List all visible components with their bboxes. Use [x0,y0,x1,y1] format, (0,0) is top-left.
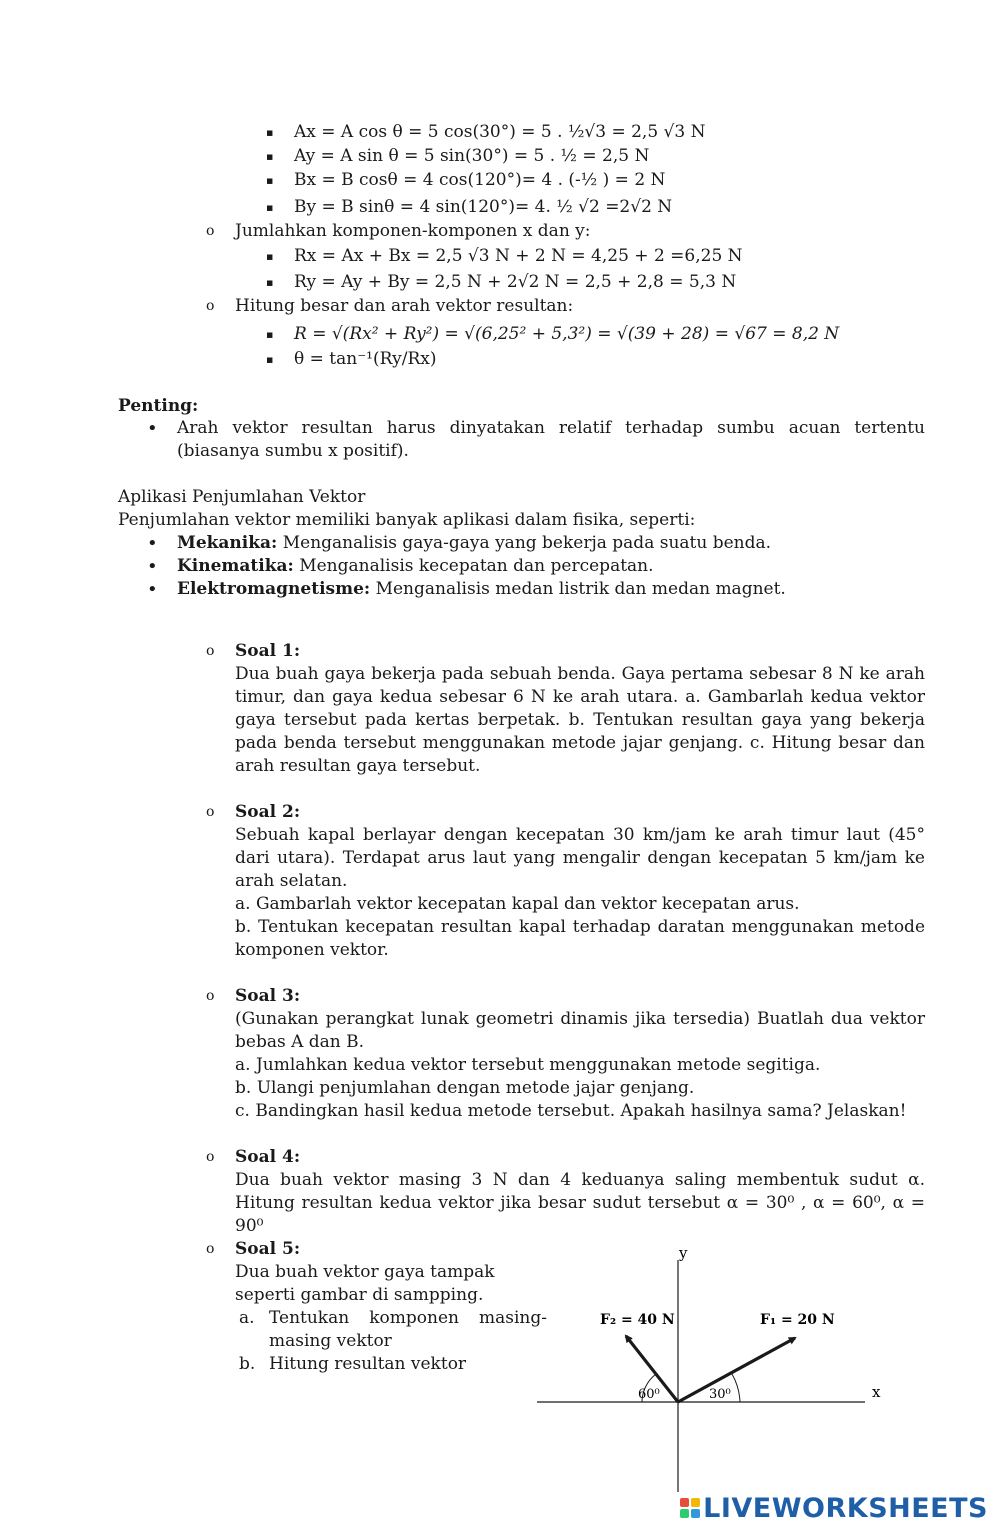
square-bullet: ▪ [266,276,274,289]
square-bullet: ▪ [266,353,274,366]
soal-5-item-b: Hitung resultan vektor [269,1354,467,1374]
watermark-text: LIVEWORKSHEETS [703,1492,988,1524]
soal-2-part-a: a. Gambarlah vektor kecepatan kapal dan vektor kecepatan arus. [235,894,800,914]
soal-1-title: Soal 1: [235,641,301,661]
soal-3-part-c: c. Bandingkan hasil kedua metode tersebut. Apakah hasilnya sama? Jelaskan! [235,1101,907,1121]
angle-label-f2: 60⁰ [638,1387,660,1402]
aplikasi-desc: Menganalisis medan listrik dan medan magnet. [370,579,786,599]
square-bullet: ▪ [266,328,274,341]
square-bullet: ▪ [266,174,274,187]
vector-f1-arrow [678,1338,795,1402]
square-bullet: ▪ [266,201,274,214]
soal-2-part-b: b. Tentukan kecepatan resultan kapal terhadap daratan menggunakan metode komponen vektor. [235,917,925,960]
soal-3-title: Soal 3: [235,986,301,1006]
aplikasi-term: Kinematika: [177,556,294,576]
sum-rx: Rx = Ax + Bx = 2,5 √3 N + 2 N = 4,25 + 2 =6,25 N [294,246,743,266]
x-axis-label: x [872,1383,881,1401]
angle-label-f1: 30⁰ [709,1387,731,1402]
circle-bullet: o [206,1149,215,1165]
dot-bullet: • [147,533,158,554]
component-ax: Ax = A cos θ = 5 cos(30°) = 5 . ½√3 = 2,5 √3 N [294,122,706,142]
circle-bullet: o [206,643,215,659]
soal-3-text: (Gunakan perangkat lunak geometri dinamis jika tersedia) Buatlah dua vektor bebas A dan B. [235,1009,925,1052]
soal-3-part-b: b. Ulangi penjumlahan dengan metode jajar genjang. [235,1078,695,1098]
penting-title: Penting: [118,396,199,416]
resultant-magnitude: R = √(Rx² + Ry²) = √(6,25² + 5,3²) = √(39 + 28) = √67 = 8,2 N [294,324,840,344]
sum-ry: Ry = Ay + By = 2,5 N + 2√2 N = 2,5 + 2,8 = 5,3 N [294,272,737,292]
circle-bullet: o [206,223,215,239]
component-ay: Ay = A sin θ = 5 sin(30°) = 5 . ½ = 2,5 N [294,146,650,166]
aplikasi-title: Aplikasi Penjumlahan Vektor [118,487,366,507]
aplikasi-desc: Menganalisis gaya-gaya yang bekerja pada suatu benda. [277,533,772,553]
soal-3-part-a: a. Jumlahkan kedua vektor tersebut menggunakan metode segitiga. [235,1055,821,1075]
aplikasi-item [177,555,654,578]
resultant-angle: θ = tan⁻¹(Ry/Rx) [294,349,437,369]
angle-arc-f1 [732,1374,740,1402]
soal-2-text: Sebuah kapal berlayar dengan kecepatan 30 km/jam ke arah timur laut (45° dari utara). Terdapat arus laut yang mengalir dengan kecepatan 5 km/jam ke arah selatan. [235,825,925,891]
soal-5-intro: Dua buah vektor gaya tampak seperti gambar di sampping. [235,1262,495,1305]
soal-5-item-a: Tentukan komponen masing-masing vektor [269,1308,547,1351]
soal-5-marker-b: b. [239,1354,256,1374]
f2-label: F₂ = 40 N [600,1312,675,1328]
square-bullet: ▪ [266,150,274,163]
logo-mark-icon [680,1498,700,1518]
soal-4-text: Dua buah vektor masing 3 N dan 4 keduanya saling membentuk sudut α. Hitung resultan kedua vektor jika besar sudut tersebut α = 30⁰ , α = 60⁰, α = 90⁰ [235,1170,925,1236]
liveworksheets-logo [680,1493,988,1523]
aplikasi-term: Mekanika: [177,533,278,553]
y-axis-label: y [679,1244,688,1262]
dot-bullet: • [147,418,158,439]
circle-bullet: o [206,298,215,314]
aplikasi-item [177,578,786,601]
soal-2-title: Soal 2: [235,802,301,822]
soal-5-title: Soal 5: [235,1239,301,1259]
circle-bullet: o [206,988,215,1004]
aplikasi-desc: Menganalisis kecepatan dan percepatan. [293,556,654,576]
square-bullet: ▪ [266,126,274,139]
penting-text: Arah vektor resultan harus dinyatakan relatif terhadap sumbu acuan tertentu (biasanya sumbu x positif). [177,418,925,461]
soal-5-marker-a: a. [239,1308,255,1328]
vector-figure [530,1240,900,1505]
dot-bullet: • [147,579,158,600]
circle-bullet: o [206,804,215,820]
aplikasi-intro: Penjumlahan vektor memiliki banyak aplikasi dalam fisika, seperti: [118,510,696,530]
circle-bullet: o [206,1241,215,1257]
aplikasi-item [177,532,771,555]
aplikasi-term: Elektromagnetisme: [177,579,371,599]
sum-heading: Jumlahkan komponen-komponen x dan y: [235,221,591,241]
soal-4-title: Soal 4: [235,1147,301,1167]
soal-1-text: Dua buah gaya bekerja pada sebuah benda. Gaya pertama sebesar 8 N ke arah timur, dan gaya kedua sebesar 6 N ke arah utara. a. Gambarlah kedua vektor gaya tersebut pada kertas berpetak. b. Tentukan resultan gaya yang bekerja pada benda tersebut menggunakan metode jajar genjang. c. Hitung besar dan arah resultan gaya tersebut. [235,664,925,776]
resultant-heading: Hitung besar dan arah vektor resultan: [235,296,574,316]
component-by: By = B sinθ = 4 sin(120°)= 4. ½ √2 =2√2 N [294,197,673,217]
component-bx: Bx = B cosθ = 4 cos(120°)= 4 . (-½ ) = 2 N [294,170,666,190]
f1-label: F₁ = 20 N [760,1312,835,1328]
square-bullet: ▪ [266,250,274,263]
dot-bullet: • [147,556,158,577]
